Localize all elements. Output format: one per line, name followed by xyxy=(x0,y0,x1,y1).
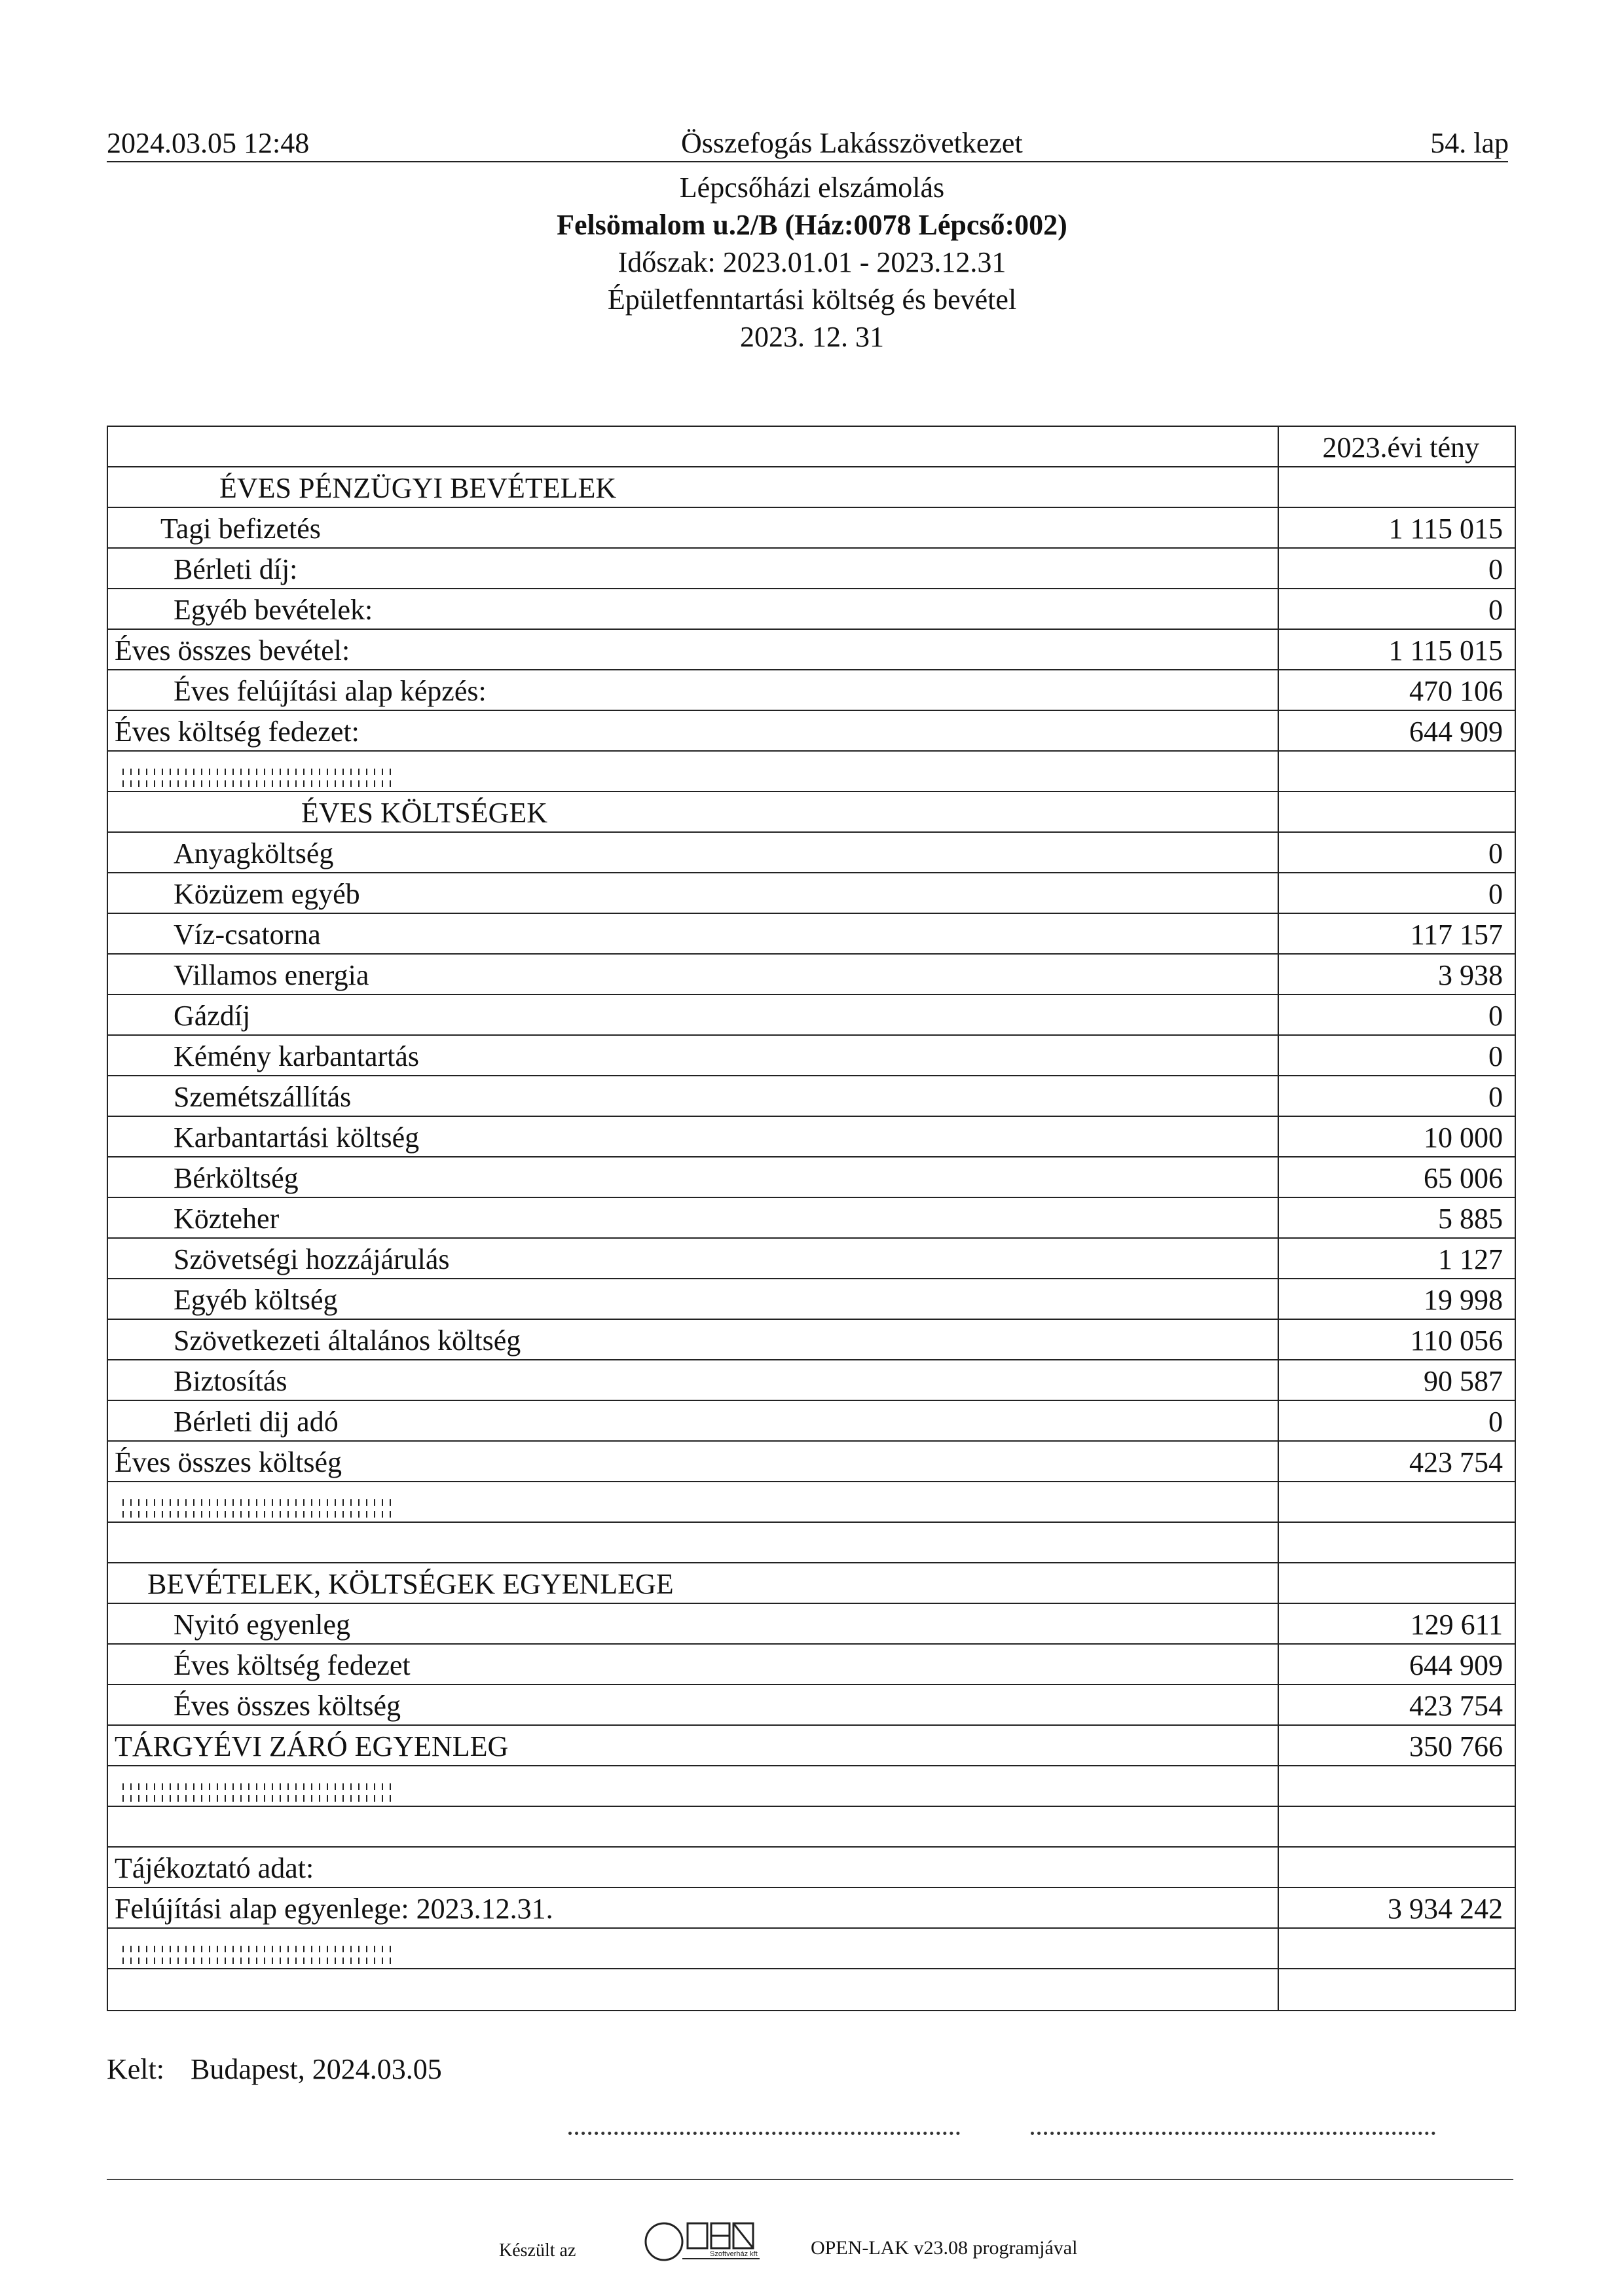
row-label: Éves összes költség xyxy=(174,1690,401,1722)
column-header: 2023.évi tény xyxy=(1322,431,1479,464)
row-value: 0 xyxy=(1488,878,1503,910)
title-period: Időszak: 2023.01.01 - 2023.12.31 xyxy=(618,246,1006,278)
tick-marks xyxy=(122,1946,397,1952)
row-label: Biztosítás xyxy=(174,1365,287,1397)
table-row xyxy=(108,508,1515,549)
print-datetime: 2024.03.05 12:48 xyxy=(107,127,310,159)
logo-subtext: Szoftverház kft xyxy=(710,2250,758,2258)
row-label: Bérköltség xyxy=(174,1162,299,1194)
empty-row xyxy=(108,1969,1515,2010)
section-heading-row xyxy=(108,1563,1515,1604)
row-value: 423 754 xyxy=(1409,1446,1503,1478)
row-label: Víz-csatorna xyxy=(174,919,321,951)
tick-marks xyxy=(122,1958,397,1964)
row-value: 0 xyxy=(1488,837,1503,869)
row-value: 129 611 xyxy=(1410,1609,1503,1641)
table-row xyxy=(108,670,1515,711)
table-row xyxy=(108,1036,1515,1076)
table-row xyxy=(108,1198,1515,1239)
table-row xyxy=(108,1401,1515,1442)
row-label: Éves összes költség xyxy=(115,1446,342,1478)
table-header-row xyxy=(108,427,1515,467)
tick-marks xyxy=(122,1795,397,1802)
empty-row xyxy=(108,1807,1515,1848)
row-label: Nyitó egyenleg xyxy=(174,1609,351,1641)
program-text: OPEN-LAK v23.08 programjával xyxy=(811,2237,1078,2259)
row-value: 1 127 xyxy=(1438,1243,1503,1275)
row-value: 110 056 xyxy=(1410,1324,1503,1357)
row-value: 350 766 xyxy=(1409,1730,1503,1762)
page-number: 54. lap xyxy=(1430,127,1509,159)
row-value: 470 106 xyxy=(1409,675,1503,707)
row-label: Gázdíj xyxy=(174,1000,251,1032)
row-label: Egyéb költség xyxy=(174,1284,338,1316)
row-value: 423 754 xyxy=(1409,1690,1503,1722)
row-label: Kémény karbantartás xyxy=(174,1040,420,1072)
made-by-text: Készült az xyxy=(499,2240,576,2261)
row-value: 0 xyxy=(1488,1040,1503,1072)
statement-table xyxy=(107,426,1516,2011)
row-value: 0 xyxy=(1488,1406,1503,1438)
title-block xyxy=(0,169,1624,355)
row-value: 117 157 xyxy=(1410,919,1503,951)
row-label: Felújítási alap egyenlege: 2023.12.31. xyxy=(115,1893,553,1925)
signature-line-right xyxy=(1031,2132,1435,2135)
row-label: Egyéb bevételek: xyxy=(174,594,373,626)
table-row xyxy=(108,630,1515,670)
row-label: Tagi befizetés xyxy=(160,513,321,545)
section-heading-row xyxy=(108,792,1515,833)
row-value: 65 006 xyxy=(1424,1162,1503,1194)
table-row xyxy=(108,1604,1515,1645)
kelt-label: Kelt: xyxy=(107,2053,164,2085)
row-label: Közteher xyxy=(174,1203,280,1235)
row-value: 5 885 xyxy=(1438,1203,1503,1235)
table-row xyxy=(108,914,1515,955)
signature-line-left xyxy=(568,2132,960,2135)
table-row xyxy=(108,1117,1515,1157)
table-row xyxy=(108,549,1515,589)
table-row xyxy=(108,833,1515,873)
tick-marks xyxy=(122,1511,397,1518)
separator-row xyxy=(108,1929,1515,1969)
table-row xyxy=(108,1888,1515,1929)
row-label: Szemétszállítás xyxy=(174,1081,352,1113)
separator-row xyxy=(108,752,1515,792)
table-row xyxy=(108,711,1515,752)
row-value: 0 xyxy=(1488,594,1503,626)
header-rule xyxy=(107,161,1508,162)
tick-marks xyxy=(122,1783,397,1790)
row-value: 1 115 015 xyxy=(1388,513,1503,545)
table-row xyxy=(108,1685,1515,1726)
row-label: Éves költség fedezet xyxy=(174,1649,411,1681)
table-row xyxy=(108,1076,1515,1117)
cost-heading: ÉVES KÖLTSÉGEK xyxy=(301,797,548,829)
tick-marks xyxy=(122,769,397,775)
table-row xyxy=(108,1320,1515,1360)
row-value: 90 587 xyxy=(1424,1365,1503,1397)
row-label: Éves felújítási alap képzés: xyxy=(174,675,487,707)
footer-rule xyxy=(107,2179,1513,2180)
separator-row xyxy=(108,1482,1515,1523)
table-row xyxy=(108,1360,1515,1401)
row-label: Éves összes bevétel: xyxy=(115,634,350,666)
row-label: Bérleti díj: xyxy=(174,553,298,585)
title-line-1: Lépcsőházi elszámolás xyxy=(679,172,945,204)
title-address: Felsömalom u.2/B (Ház:0078 Lépcső:002) xyxy=(557,209,1067,241)
organization-name: Összefogás Lakásszövetkezet xyxy=(681,127,1023,159)
empty-row xyxy=(108,1523,1515,1563)
separator-row xyxy=(108,1766,1515,1807)
row-label: Szövetkezeti általános költség xyxy=(174,1324,521,1357)
row-label: Bérleti dij adó xyxy=(174,1406,339,1438)
row-value: 644 909 xyxy=(1409,1649,1503,1681)
row-value: 3 934 242 xyxy=(1388,1893,1503,1925)
table-row xyxy=(108,1726,1515,1766)
balance-heading: BEVÉTELEK, KÖLTSÉGEK EGYENLEGE xyxy=(147,1568,674,1600)
row-value: 19 998 xyxy=(1424,1284,1503,1316)
row-label: Éves költség fedezet: xyxy=(115,716,360,748)
table-row xyxy=(108,1645,1515,1685)
row-label: TÁRGYÉVI ZÁRÓ EGYENLEG xyxy=(115,1730,509,1762)
title-subject: Épületfenntartási költség és bevétel xyxy=(607,283,1017,316)
row-label: Szövetségi hozzájárulás xyxy=(174,1243,450,1275)
kelt-city-date: Budapest, 2024.03.05 xyxy=(190,2053,442,2085)
row-label: Anyagköltség xyxy=(174,837,334,869)
issue-place-date xyxy=(107,2052,442,2087)
row-label: Villamos energia xyxy=(174,959,369,991)
row-value: 0 xyxy=(1488,1081,1503,1113)
table-row xyxy=(108,1157,1515,1198)
tick-marks xyxy=(122,1499,397,1506)
row-value: 0 xyxy=(1488,553,1503,585)
income-heading: ÉVES PÉNZÜGYI BEVÉTELEK xyxy=(219,472,617,504)
table-row xyxy=(108,1279,1515,1320)
row-label: Karbantartási költség xyxy=(174,1121,420,1154)
section-heading-row xyxy=(108,1848,1515,1888)
table-row xyxy=(108,1239,1515,1279)
table-row xyxy=(108,873,1515,914)
table-row xyxy=(108,955,1515,995)
open-logo-icon xyxy=(642,2217,773,2264)
row-value: 10 000 xyxy=(1424,1121,1503,1154)
table-row xyxy=(108,995,1515,1036)
row-value: 3 938 xyxy=(1438,959,1503,991)
row-value: 644 909 xyxy=(1409,716,1503,748)
info-heading: Tájékoztató adat: xyxy=(115,1852,314,1884)
table-row xyxy=(108,1442,1515,1482)
table-row xyxy=(108,589,1515,630)
title-date: 2023. 12. 31 xyxy=(740,321,884,353)
row-value: 1 115 015 xyxy=(1388,634,1503,666)
row-label: Közüzem egyéb xyxy=(174,878,360,910)
section-heading-row xyxy=(108,467,1515,508)
row-value: 0 xyxy=(1488,1000,1503,1032)
tick-marks xyxy=(122,780,397,787)
